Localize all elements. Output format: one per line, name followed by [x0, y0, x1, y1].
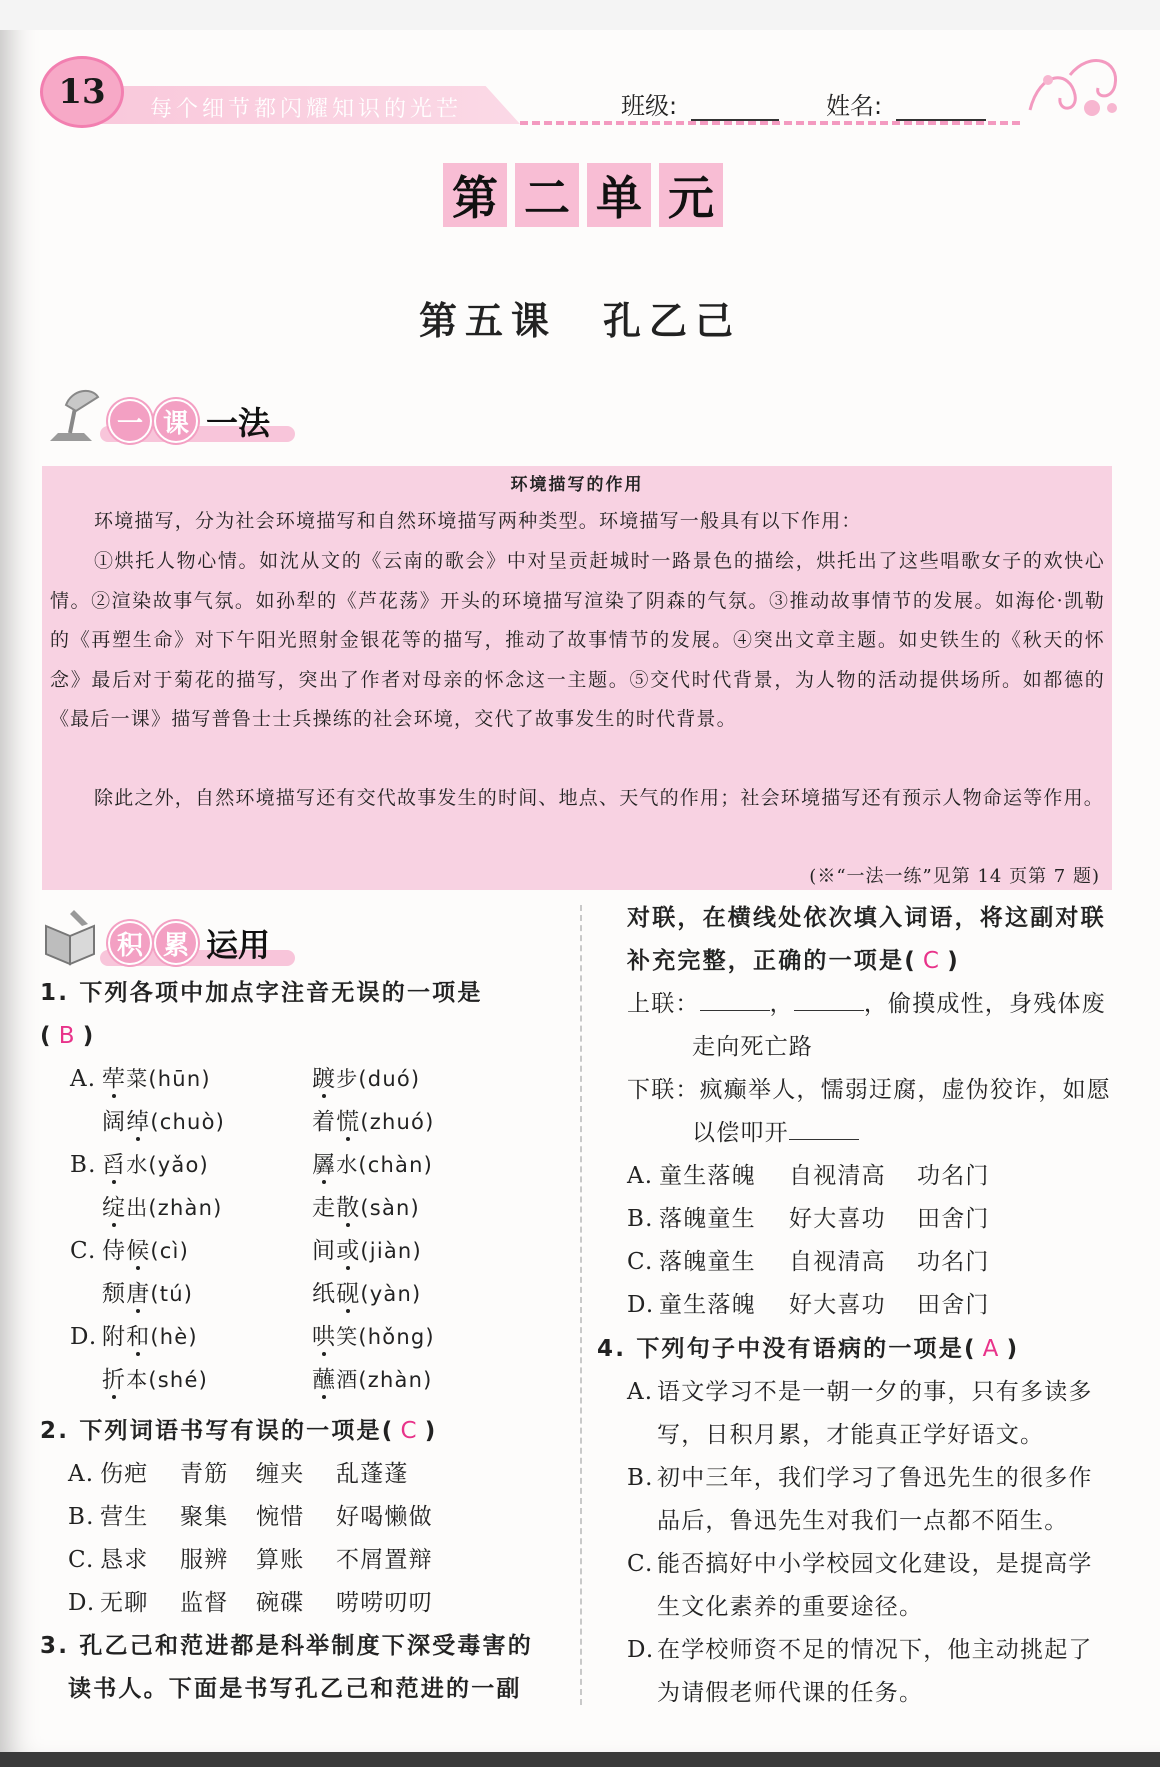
- q3-option-row: [627, 1284, 1117, 1327]
- option-word: 功名门: [917, 1163, 990, 1189]
- option-label: D.: [68, 1590, 96, 1616]
- word-prefix: 阔: [102, 1109, 127, 1135]
- word-rest: 菜(hūn): [126, 1067, 211, 1091]
- option-word: 聚集: [180, 1504, 229, 1530]
- q4-answer: A: [982, 1336, 1001, 1362]
- option-word: 自视清高: [789, 1163, 886, 1189]
- q2-option-row: [40, 1496, 570, 1539]
- column-divider: [580, 905, 582, 1705]
- dotted-char: 蘸: [312, 1367, 337, 1393]
- word-prefix: 侍: [102, 1238, 127, 1264]
- dotted-char: 砚: [336, 1281, 361, 1307]
- q3-option-row: [627, 1241, 1117, 1284]
- section-method-header: [108, 398, 270, 444]
- fill-blank: [700, 988, 770, 1011]
- word-cell: [102, 1273, 312, 1316]
- q4-option-line2: 生文化素养的重要途径。: [657, 1594, 924, 1620]
- word-cell: [312, 1101, 434, 1144]
- q3-answer: C: [922, 948, 942, 974]
- option-label: C.: [70, 1238, 97, 1264]
- method-paragraph: 环境描写，分为社会环境描写和自然环境描写两种类型。环境描写一般具有以下作用：: [94, 510, 862, 532]
- dotted-char: 和: [126, 1324, 151, 1350]
- option-word: 碗碟: [256, 1590, 305, 1616]
- option-label: B.: [70, 1152, 97, 1178]
- q3-line: [597, 940, 1117, 983]
- word-cell: [102, 1101, 312, 1144]
- word-rest: 出(zhàn): [126, 1196, 223, 1220]
- header-bubble: 累: [154, 921, 198, 965]
- option-text: 语文学习不是一朝一夕的事，只有多读多: [657, 1379, 1093, 1405]
- word-rest: (tú): [150, 1282, 194, 1306]
- option-word: 童生落魄: [659, 1163, 756, 1189]
- name-field: [826, 86, 986, 121]
- q1-answer-line: [40, 1015, 570, 1058]
- option-word: 乱蓬蓬: [336, 1461, 409, 1487]
- word-rest: 笑(hǒng): [336, 1325, 435, 1349]
- q1-option-row: [40, 1058, 570, 1101]
- option-word: 功名门: [917, 1249, 990, 1275]
- header-bubble: 课: [154, 399, 198, 443]
- option-word: 营生: [100, 1504, 149, 1530]
- word-cell: [102, 1187, 312, 1230]
- paren: ): [82, 1023, 96, 1049]
- dotted-char: 舀: [102, 1152, 127, 1178]
- word-rest: (hè): [150, 1325, 198, 1349]
- q1-option-row: [40, 1273, 570, 1316]
- word-rest: 酒(zhàn): [336, 1368, 433, 1392]
- unit-title: [443, 163, 723, 227]
- q1-option-row: [40, 1230, 570, 1273]
- option-label: [70, 1359, 102, 1402]
- question-2: [40, 1410, 570, 1625]
- q3-option-row: [627, 1155, 1117, 1198]
- word-cell: [312, 1144, 433, 1187]
- word-prefix: 着: [312, 1109, 337, 1135]
- q4-option-line1: [627, 1371, 1117, 1414]
- option-label: C.: [627, 1551, 654, 1577]
- header-bubble: 一: [108, 399, 152, 443]
- q1-option-row: [40, 1101, 570, 1144]
- q4-options: [597, 1371, 1117, 1715]
- method-box: [42, 466, 1112, 890]
- class-label: 班级:: [621, 92, 678, 120]
- q2-option-row: [40, 1453, 570, 1496]
- option-label: A.: [627, 1163, 654, 1189]
- dotted-char: 羼: [312, 1152, 337, 1178]
- book-pen-icon: [40, 906, 102, 968]
- option-word: 青筋: [180, 1461, 229, 1487]
- q4-option-line2: 写，日积月累，才能真正学好语文。: [657, 1422, 1045, 1448]
- q3-upper-couplet: [597, 983, 1117, 1026]
- dotted-char: 哄: [312, 1324, 337, 1350]
- option-word: 好喝懒做: [336, 1504, 433, 1530]
- dotted-char: 慌: [336, 1109, 361, 1135]
- word-prefix: 颓: [102, 1281, 127, 1307]
- lesson-title: 第五课 孔乙己: [418, 298, 741, 343]
- q1-answer: B: [58, 1023, 77, 1049]
- option-label: A.: [627, 1379, 654, 1405]
- q1-option-row: [40, 1316, 570, 1359]
- method-paragraph: 除此之外，自然环境描写还有交代故事发生的时间、地点、天气的作用；社会环境描写还有预示人物命运等作用。: [94, 787, 1105, 809]
- q3-lower-couplet: [597, 1069, 1117, 1112]
- option-text: 初中三年，我们学习了鲁迅先生的很多作: [657, 1465, 1093, 1491]
- option-word: 好大喜功: [789, 1292, 886, 1318]
- paren: ): [1006, 1336, 1020, 1362]
- header-rest: 运用: [206, 926, 271, 964]
- paren: ): [947, 948, 960, 974]
- word-rest: (sàn): [360, 1196, 420, 1220]
- word-cell: [312, 1316, 435, 1359]
- q2-answer: C: [400, 1418, 419, 1444]
- dotted-char: 绰: [126, 1109, 151, 1135]
- word-rest: (cì): [150, 1239, 189, 1263]
- word-cell: [102, 1316, 312, 1359]
- q3-line: 读书人。下面是书写孔乙己和范进的一副: [68, 1676, 522, 1702]
- option-word: 伤疤: [100, 1461, 149, 1487]
- word-cell: [312, 1187, 420, 1230]
- option-word: 唠唠叨叨: [336, 1590, 433, 1616]
- word-cell: [102, 1058, 312, 1101]
- word-rest: (chuò): [150, 1110, 226, 1134]
- option-word: 田舍门: [917, 1206, 990, 1232]
- q4-option-line2: 为请假老师代课的任务。: [657, 1680, 924, 1706]
- word-cell: [102, 1144, 312, 1187]
- q2-stem-text: 2. 下列词语书写有误的一项是(: [40, 1418, 395, 1444]
- header-rest: 一法: [206, 404, 271, 442]
- q1-stem: 1. 下列各项中加点字注音无误的一项是: [40, 980, 483, 1006]
- option-word: 服辨: [180, 1547, 229, 1573]
- q1-option-row: [40, 1187, 570, 1230]
- q3-line: 3. 孔乙己和范进都是科举制度下深受毒害的: [40, 1633, 533, 1659]
- q3-lower-line2: [597, 1112, 1117, 1155]
- option-word: 缠夹: [256, 1461, 305, 1487]
- word-cell: [312, 1230, 422, 1273]
- option-label: C.: [68, 1547, 95, 1573]
- q3-upper-line2: 走向死亡路: [692, 1034, 813, 1060]
- option-label: [70, 1273, 102, 1316]
- q1-option-row: [40, 1359, 570, 1402]
- option-label: D.: [627, 1292, 655, 1318]
- option-word: 落魄童生: [659, 1249, 756, 1275]
- option-text: 能否搞好中小学校园文化建设，是提高学: [657, 1551, 1093, 1577]
- word-cell: [102, 1230, 312, 1273]
- word-cell: [102, 1359, 312, 1402]
- q2-stem: [40, 1410, 570, 1453]
- word-prefix: 附: [102, 1324, 127, 1350]
- option-label: B.: [627, 1465, 654, 1491]
- option-text: 在学校师资不足的情况下，他主动挑起了: [657, 1637, 1093, 1663]
- dotted-char: 折: [102, 1367, 127, 1393]
- q2-option-row: [40, 1582, 570, 1625]
- word-rest: (zhuó): [360, 1110, 435, 1134]
- word-rest: 水(yǎo): [126, 1153, 209, 1177]
- paren: (: [40, 1023, 53, 1049]
- fill-blank: [794, 988, 864, 1011]
- fill-blank: [789, 1117, 859, 1140]
- dotted-char: 散: [336, 1195, 361, 1221]
- dotted-char: 踱: [312, 1066, 337, 1092]
- sep: ，: [769, 991, 794, 1017]
- option-label: B.: [627, 1206, 654, 1232]
- option-word: 惋惜: [256, 1504, 305, 1530]
- class-blank: [691, 95, 779, 121]
- option-word: 无聊: [100, 1590, 149, 1616]
- option-word: 恳求: [100, 1547, 149, 1573]
- top-strip: [0, 0, 1160, 30]
- method-note: (※“一法一练”见第 14 页第 7 题): [809, 866, 1100, 887]
- option-label: D.: [70, 1324, 98, 1350]
- motto: 每个细节都闪耀知识的光芒: [150, 97, 463, 122]
- q3-line-text: 补充完整，正确的一项是(: [627, 948, 917, 974]
- q1-option-row: [40, 1144, 570, 1187]
- unit-title-char: 第: [443, 163, 507, 227]
- word-cell: [312, 1058, 420, 1101]
- class-field: [621, 86, 779, 121]
- option-word: 算账: [256, 1547, 305, 1573]
- dotted-char: 唐: [126, 1281, 151, 1307]
- word-rest: 本(shé): [126, 1368, 208, 1392]
- option-label: [70, 1101, 102, 1144]
- option-word: 自视清高: [789, 1249, 886, 1275]
- word-rest: 水(chàn): [336, 1153, 434, 1177]
- name-label: 姓名:: [826, 92, 883, 120]
- section-practice-header: [108, 920, 270, 966]
- q3-option-row: [627, 1198, 1117, 1241]
- unit-title-char: 单: [587, 163, 651, 227]
- option-label: A.: [70, 1066, 97, 1092]
- q4-option-line2: 品后，鲁迅先生对我们一点都不陌生。: [657, 1508, 1069, 1534]
- word-rest: (jiàn): [360, 1239, 422, 1263]
- option-label: A.: [68, 1461, 95, 1487]
- word-prefix: 纸: [312, 1281, 337, 1307]
- upper-rest: ，偷摸成性，身残体废: [863, 991, 1106, 1017]
- q4-option-line1: [627, 1629, 1117, 1672]
- q4-stem: [597, 1328, 1117, 1371]
- dotted-char: 或: [336, 1238, 361, 1264]
- option-word: 不屑置辩: [336, 1547, 433, 1573]
- method-heading: 环境描写的作用: [510, 475, 644, 495]
- word-prefix: 间: [312, 1238, 337, 1264]
- question-1: [40, 972, 570, 1402]
- option-word: 落魄童生: [659, 1206, 756, 1232]
- option-word: 田舍门: [917, 1292, 990, 1318]
- question-4: [597, 1328, 1117, 1715]
- q2-options: [40, 1453, 570, 1625]
- dotted-char: 候: [126, 1238, 151, 1264]
- desk-lamp-icon: [40, 383, 102, 447]
- name-blank: [896, 95, 986, 121]
- option-label: [70, 1187, 102, 1230]
- option-label: B.: [68, 1504, 95, 1530]
- q4-option-line1: [627, 1457, 1117, 1500]
- word-rest: (yàn): [360, 1282, 422, 1306]
- header-bubble: 积: [108, 921, 152, 965]
- q1-options: [40, 1058, 570, 1402]
- paren: ): [424, 1418, 438, 1444]
- page-number: 13: [58, 72, 106, 112]
- word-rest: 步(duó): [336, 1067, 421, 1091]
- question-3-part1: [40, 1625, 570, 1711]
- page-number-badge: [40, 56, 124, 128]
- dotted-char: 荦: [102, 1066, 127, 1092]
- upper-label: 上联：: [627, 991, 700, 1017]
- word-prefix: 走: [312, 1195, 337, 1221]
- q2-option-row: [40, 1539, 570, 1582]
- lower-line2-text: 以偿叩开: [692, 1120, 789, 1146]
- swirl-ornament-icon: [1020, 50, 1130, 130]
- q4-option-line1: [627, 1543, 1117, 1586]
- q4-stem-text: 4. 下列句子中没有语病的一项是(: [597, 1336, 977, 1362]
- method-paragraph: ①烘托人物心情。如沈从文的《云南的歌会》中对呈贡赶城时一路景色的描绘，烘托出了这些唱歌女子的欢快心情。②渲染故事气氛。如孙犁的《芦花荡》开头的环境描写渲染了阴森的气氛。③推动故事情节的发展。如海伦·凯勒的《再塑生命》对下午阳光照射金银花等的描写，推动了故事情节的发展。④突出文章主题。如史铁生的《秋天的怀念》最后对于菊花的描写，突出了作者对母亲的怀念这一主题。⑤交代时代背景，为人物的活动提供场所。如都德的《最后一课》描写普鲁士士兵操练的社会环境，交代了故事发生的时代背景。: [50, 550, 1105, 730]
- option-label: D.: [627, 1637, 655, 1663]
- option-label: C.: [627, 1249, 654, 1275]
- word-cell: [312, 1359, 433, 1402]
- q3-line: 对联，在横线处依次填入词语，将这副对联: [627, 905, 1106, 931]
- lower-rest: 疯癫举人，懦弱迂腐，虚伪狡诈，如愿: [699, 1077, 1112, 1103]
- option-word: 监督: [180, 1590, 229, 1616]
- lower-label: 下联：: [627, 1077, 700, 1103]
- unit-title-char: 二: [515, 163, 579, 227]
- word-cell: [312, 1273, 421, 1316]
- unit-title-char: 元: [659, 163, 723, 227]
- question-3-part2: [597, 897, 1117, 1327]
- dotted-char: 绽: [102, 1195, 127, 1221]
- q3-options: [597, 1155, 1117, 1327]
- header-dash-line: [520, 121, 1020, 125]
- option-word: 好大喜功: [789, 1206, 886, 1232]
- option-word: 童生落魄: [659, 1292, 756, 1318]
